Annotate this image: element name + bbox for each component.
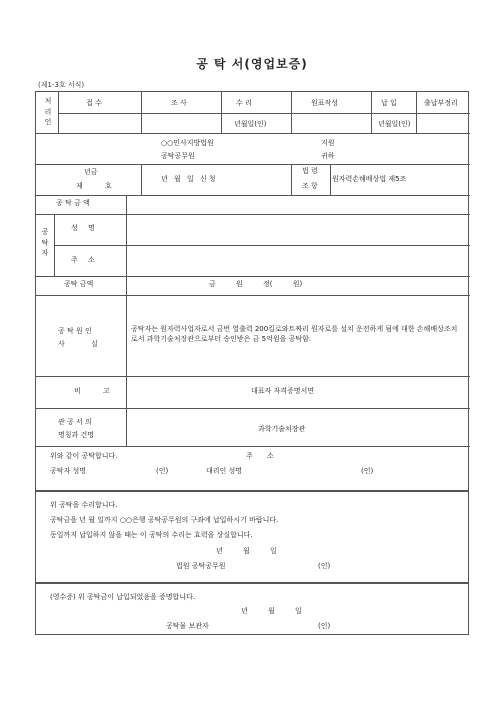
receipt-date: 년 월 일 <box>241 607 302 615</box>
depositor-name-label: 성 명 <box>71 224 99 232</box>
law-label-2: 조 항 <box>302 182 318 190</box>
acceptance-officer: 법원 공탁공무원 <box>176 562 226 570</box>
deposit-amount-value: 금 원 정( 원) <box>209 280 303 288</box>
receipt-box <box>35 583 469 635</box>
deposit-amount-label-2: 공탁 금액 <box>64 280 94 288</box>
acceptance-date: 년 월 일 <box>216 547 277 555</box>
note-text: 대표자 자격증명서면 <box>251 387 315 395</box>
number-label: 제 호 <box>76 182 122 190</box>
deposit-amount-label: 공 탁 금 액 <box>56 199 90 207</box>
header-receipt: 접 수 <box>86 99 102 107</box>
processor-side-label: 처 리 인 <box>44 97 52 126</box>
header-date-left: 년월일(인) <box>234 120 267 128</box>
reason-text: 공탁자는 원자력사업자로서 금번 열출력 200킬로와트짜리 원자로를 설치 운전하게 됨에 대한 손해배상조치로서 과학기술처장관으로부터 승인받은 금 5억원을 공탁함. <box>131 325 458 344</box>
court-name: ○○민사지방법원 <box>161 139 214 147</box>
year-label: 년금 <box>84 168 98 176</box>
header-date-right: 년월일(인) <box>378 120 411 128</box>
depositor-side-label: 공 탁 자 <box>41 228 49 257</box>
header-ledger: 원표작성 <box>311 99 339 107</box>
declaration-line: 위와 같이 공탁합니다. <box>50 452 118 460</box>
receipt-keeper: 공탁물 보관자 <box>166 622 209 630</box>
honorific-label: 귀하 <box>321 152 335 160</box>
acceptance-line-2: 공탁금을 년 월 일까지 ○○은행 공탁공무원의 구좌에 납입하시기 바랍니다. <box>50 516 279 524</box>
agent-name-label: 대리인 성명 <box>206 467 243 475</box>
deposit-form-table <box>35 91 469 491</box>
agent-seal: (인) <box>361 467 374 475</box>
office-text: 과학기술처장관 <box>258 425 306 433</box>
note-label: 비 고 <box>74 387 120 395</box>
officer-label: 공탁공무원 <box>161 152 195 160</box>
form-number: (제1-3호 서식) <box>38 81 85 89</box>
acceptance-line-1: 위 공탁을 수리합니다. <box>50 501 118 509</box>
acceptance-box <box>35 491 469 583</box>
declaration-address-label: 주 소 <box>246 452 280 460</box>
header-cashbook: 출납부정리 <box>424 99 458 107</box>
acceptance-seal: (인) <box>318 562 331 570</box>
depositor-signature-label: 공탁자 성명 <box>50 467 87 475</box>
reason-label-2: 사 실 <box>58 340 110 348</box>
acceptance-line-3: 동일까지 납입하지 않을 때는 이 공탁의 수리는 효력을 상실합니다. <box>50 531 253 539</box>
office-label-1: 관 공 서 의 <box>58 418 92 426</box>
receipt-seal: (인) <box>318 622 331 630</box>
receipt-line: (영수증) 위 공탁금이 납입되었음을 증명합니다. <box>50 593 196 601</box>
application-date: 년 월 일 신청 <box>161 175 218 183</box>
header-accept: 수 리 <box>236 99 252 107</box>
branch-label: 지원 <box>321 139 335 147</box>
depositor-seal: (인) <box>156 467 169 475</box>
form-title: 공 탁 서(영업보증) <box>196 57 308 71</box>
depositor-address-label: 주 소 <box>71 256 99 264</box>
law-clause: 원자력손해배상법 제5조 <box>332 175 407 183</box>
law-label-1: 법 령 <box>302 167 318 175</box>
header-inspect: 조 사 <box>171 99 187 107</box>
header-payment: 납 입 <box>381 99 397 107</box>
office-label-2: 명칭과 건명 <box>58 431 95 439</box>
reason-label-1: 공 탁 원 인 <box>58 327 92 335</box>
